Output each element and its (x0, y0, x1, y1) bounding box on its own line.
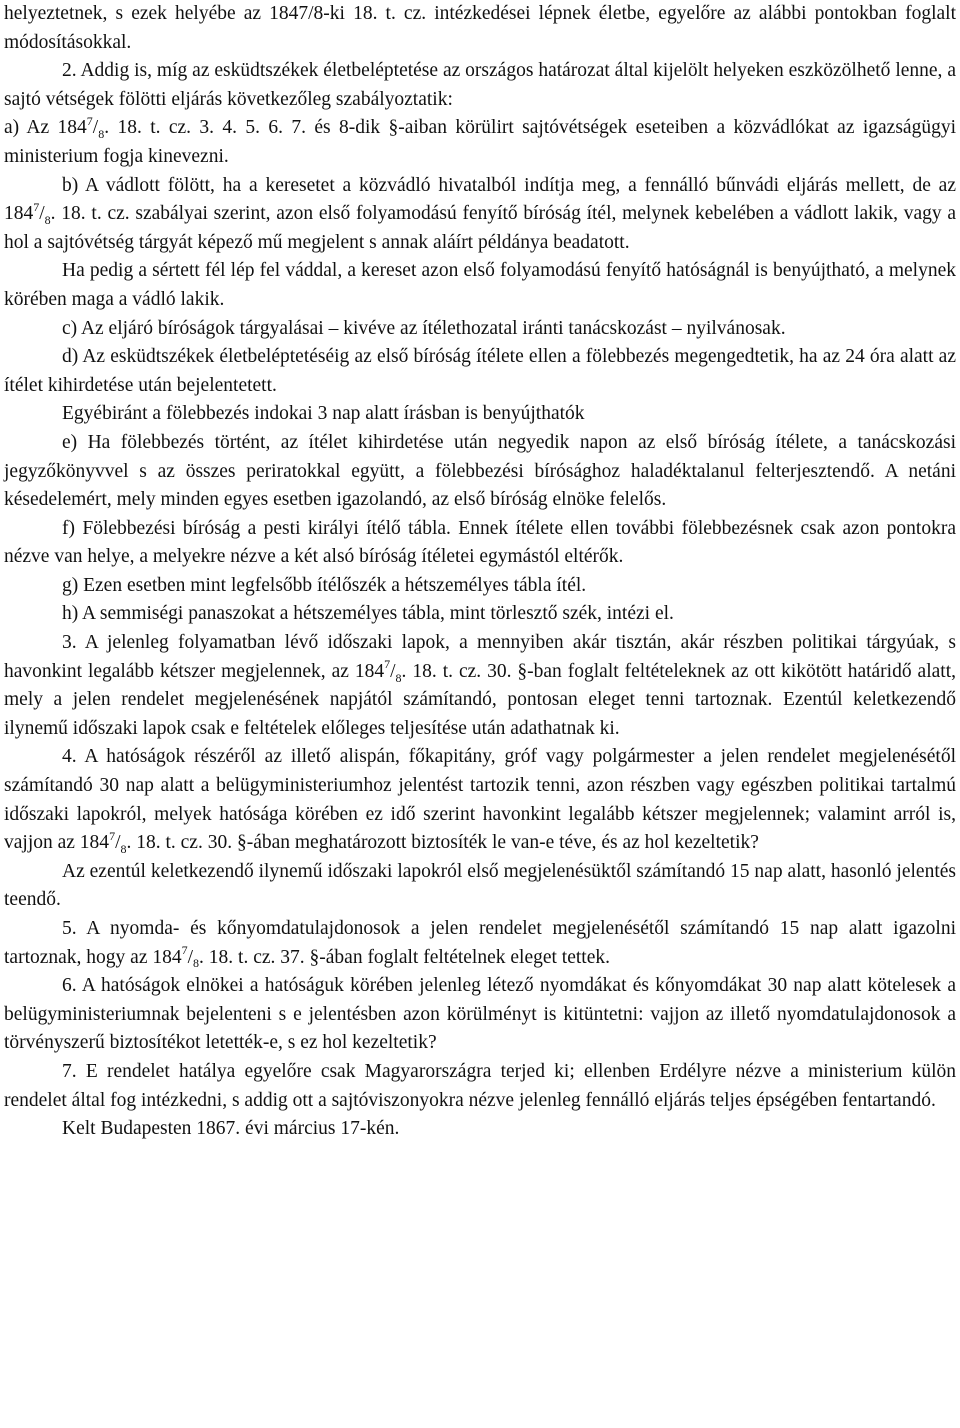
paragraph-p15 (4, 915, 956, 972)
paragraph-p10 (4, 572, 956, 601)
fraction (181, 943, 200, 971)
fraction (86, 113, 105, 142)
text-run: Egyébiránt a fölebbezés indokai 3 nap alatt írásban is benyújthatók (62, 403, 585, 425)
text-run: . 18. t. cz. 3. 4. 5. 6. 7. és 8-dik §-aiban körülirt sajtóvétségek eseteiben a közvádlókat az igazságügyi ministerium fogja kinevezni. (4, 117, 956, 167)
fraction-slash: / (390, 660, 396, 682)
paragraph-p9 (4, 515, 956, 572)
text-run: Kelt Budapesten 1867. évi március 17-kén. (62, 1118, 400, 1140)
text-run: b) A vádlott fölött, ha a keresetet a közvádló hivatalból indítja meg, a fennálló bűnvádi eljárás mellett, de az 184 (4, 174, 956, 225)
paragraph-p11 (4, 600, 956, 629)
paragraph-p14 (4, 858, 956, 915)
text-run: 3. A jelenleg folyamatban lévő időszaki lapok, a mennyiben akár tisztán, akár részben politikai tárgyúak, s havonkint legalább kétszer megjelennek, az 184 (4, 632, 956, 682)
text-run: d) Az esküdtszékek életbeléptetéséig az első bíróság ítélete ellen a fölebbezés megengedtetik, ha az 24 óra alatt az ítélet kihirdetése után bejelentetett. (4, 346, 956, 396)
text-run: 5. A nyomda- és kőnyomdatulajdonosok a jelen rendelet megjelenésétől számítandó 15 nap alatt igazolni tartoznak, hogy az 184 (4, 918, 956, 968)
paragraph-p17 (4, 1058, 956, 1115)
text-run: 4. A hatóságok részéről az illető alispán, főkapitány, gróf vagy polgármester a jelen rendelet megjelenésétől számítandó 30 nap alatt a belügyministeriumhoz jelentést tartozik tenni, azon részben vagy egészben politikai tartalmú időszaki lapokról, melyek hatósága körében ez idő szerint havonkint legalább kétszer megjelennek; valamint arról is, vajjon az 184 (4, 746, 956, 854)
fraction (33, 199, 51, 228)
text-run: c) Az eljáró bíróságok tárgyalásai – kivéve az ítélethozatal iránti tanácskozást – nyilvánosak. (62, 317, 786, 339)
fraction-denominator: 8 (395, 670, 402, 685)
paragraph-p16 (4, 972, 956, 1058)
text-run: . 18. t. cz. 37. §-ában foglalt feltételnek eleget tettek. (199, 946, 610, 968)
paragraph-p12 (4, 629, 956, 743)
text-run: 6. A hatóságok elnökei a hatóságuk körében jelenleg létező nyomdákat és kőnyomdákat 30 nap alatt kötelesek a belügyministeriumnak bejelenteni s e jelentésben azon körülményt is kitüntetni: vajjon az illető nyomdatulajdonosok a törvényszerű biztosítékot letették-e, s ez hol kezeltetik? (4, 975, 956, 1054)
text-run: . 18. t. cz. 30. §-ban foglalt feltételeknek az ott kikötött határidő alatt, mely a jelen rendelet megjelenésének napjától számítandó, pontosan eleget tenni tartoznak. Ezentúl keletkezendő ilynemű időszaki lapok csak e feltételek előleges teljesítése után adathatnak ki. (4, 660, 956, 739)
text-run: g) Ezen esetben mint legfelsőbb ítélőszék a hétszemélyes tábla ítél. (62, 574, 587, 596)
fraction-slash: / (92, 117, 99, 139)
fraction-numerator: 7 (181, 943, 188, 958)
fraction-numerator: 7 (33, 199, 40, 214)
fraction-numerator: 7 (384, 657, 391, 672)
paragraph-p1 (4, 57, 956, 114)
paragraph-p0 (4, 0, 956, 57)
paragraph-p7 (4, 400, 956, 429)
paragraph-p18 (4, 1115, 956, 1144)
paragraph-p5 (4, 315, 956, 344)
text-run: Az ezentúl keletkezendő ilynemű időszaki lapokról első megjelenésüktől számítandó 15 nap alatt, hasonló jelentés teendő. (4, 860, 956, 911)
fraction-slash: / (187, 946, 194, 968)
paragraph-p4 (4, 257, 956, 314)
fraction-numerator: 7 (86, 113, 93, 128)
text-run: h) A semmiségi panaszokat a hétszemélyes tábla, mint törlesztő szék, intézi el. (62, 603, 674, 625)
fraction-denominator: 8 (44, 213, 51, 228)
text-run: 7. E rendelet hatálya egyelőre csak Magyarországra terjed ki; ellenben Erdélyre nézve a ministerium külön rendelet által fog intézkedni, s addig ott a sajtóviszonyokra nézve jelenleg fennálló eljárás teljes épségében fentartandó. (4, 1060, 956, 1111)
text-run: a) Az 184 (4, 117, 87, 139)
fraction-slash: / (39, 203, 45, 225)
fraction-slash: / (115, 832, 121, 854)
fraction (109, 828, 127, 857)
text-run: . 18. t. cz. szabályai szerint, azon első folyamodású fenyítő bíróság ítél, melynek kebelében a vádlott lakik, vagy a hol a sajtóvétség tárgyát képező mű megjelent s annak aláírt példánya beadatott. (4, 203, 956, 253)
paragraph-p13 (4, 743, 956, 857)
text-run: helyeztetnek, s ezek helyébe az 1847/8-ki 18. t. cz. intézkedései lépnek életbe, egyelőre az alábbi pontokban foglalt módosításokkal. (4, 3, 956, 53)
paragraph-p2 (4, 114, 956, 171)
text-run: 2. Addig is, míg az esküdtszékek életbeléptetése az országos határozat által kijelölt helyeken eszközölhető lenne, a sajtó vétségek fölötti eljárás következőleg szabályoztatik: (4, 60, 956, 110)
text-run: . 18. t. cz. 30. §-ában meghatározott biztosíték le van-e téve, és az hol kezeltetik? (126, 832, 759, 854)
fraction-denominator: 8 (98, 127, 105, 142)
fraction-numerator: 7 (109, 828, 116, 843)
fraction-denominator: 8 (193, 956, 200, 971)
paragraph-p8 (4, 429, 956, 515)
text-run: e) Ha fölebbezés történt, az ítélet kihirdetése után negyedik napon az első bíróság ítélete, a tanácskozási jegyzőkönyvvel s az összes periratokkal együtt, a fölebbezési bírósághoz haladéktalanul felterjesztendő. A netáni késedelemért, mely minden egyes esetben igazolandó, az első bíróság elnöke felelős. (4, 431, 956, 511)
text-run: f) Fölebbezési bíróság a pesti királyi ítélő tábla. Ennek ítélete ellen további fölebbezésnek csak azon pontokra nézve van helye, a melyekre nézve a két alsó bíróság ítéletei egymástól eltérők. (4, 517, 956, 568)
fraction (384, 657, 402, 685)
paragraph-p3 (4, 172, 956, 258)
text-run: Ha pedig a sértett fél lép fel váddal, a kereset azon első folyamodású fenyítő hatóságnál is benyújtható, a melynek körében maga a vádló lakik. (4, 260, 956, 310)
fraction-denominator: 8 (120, 842, 127, 857)
paragraph-p6 (4, 343, 956, 400)
